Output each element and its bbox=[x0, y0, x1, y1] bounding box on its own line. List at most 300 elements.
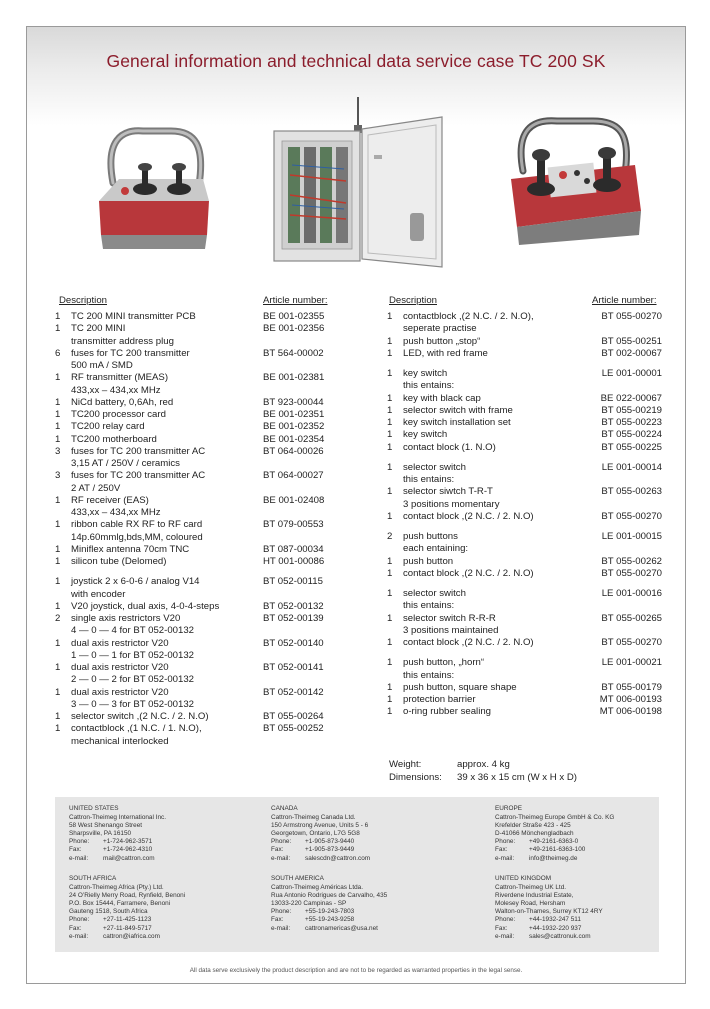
contact-value: +1-905-873-9440 bbox=[305, 838, 355, 846]
quantity-cell: 1 bbox=[387, 461, 393, 473]
parts-table-left bbox=[55, 295, 335, 748]
address-line: 150 Armstrong Avenue, Units 5 - 6 bbox=[271, 822, 369, 830]
description-cell: contact block ,(2 N.C. / 2. N.O) bbox=[403, 510, 534, 522]
table-body bbox=[387, 311, 662, 719]
column-header-description: Description bbox=[59, 295, 107, 306]
table-body bbox=[55, 311, 335, 748]
description-cell: V20 joystick, dual axis, 4-0-4-steps bbox=[71, 600, 220, 612]
table-row bbox=[387, 368, 662, 380]
dimensions-value: 39 x 36 x 15 cm (W x H x D) bbox=[457, 771, 577, 783]
contact-line bbox=[69, 933, 185, 941]
address-line: Gauteng 1518, South Africa bbox=[69, 908, 148, 916]
description-cell: TC 200 MINI transmitter PCB bbox=[71, 311, 196, 322]
contact-value: +1-905-873-9449 bbox=[305, 846, 355, 854]
table-row bbox=[387, 556, 662, 568]
article-number-cell: BT 923-00044 bbox=[263, 396, 324, 408]
description-cell: TC200 motherboard bbox=[71, 433, 157, 445]
email-link[interactable]: mail@cattron.com bbox=[103, 854, 155, 862]
article-number-cell: BT 052-00115 bbox=[263, 576, 323, 588]
description-cell: Miniflex antenna 70cm TNC bbox=[71, 543, 190, 555]
table-header bbox=[55, 295, 335, 311]
table-row bbox=[55, 495, 335, 507]
table-row bbox=[387, 393, 662, 405]
quantity-cell: 1 bbox=[55, 556, 61, 567]
contact-label: e-mail: bbox=[495, 932, 515, 940]
article-number-cell: BT 055-00270 bbox=[601, 311, 662, 322]
description-cell: RF receiver (EAS) bbox=[71, 494, 149, 506]
contact-line bbox=[271, 854, 371, 863]
article-number-cell: BT 055-00225 bbox=[601, 441, 662, 453]
contact-label: e-mail: bbox=[271, 854, 291, 862]
contact-label: Phone: bbox=[495, 838, 516, 846]
article-number-cell: MT 006-00198 bbox=[599, 706, 662, 718]
table-row bbox=[55, 674, 335, 686]
quantity-cell: 1 bbox=[55, 637, 61, 649]
contact-value: +55-19-243-9258 bbox=[305, 916, 355, 924]
article-number-cell: BT 052-00132 bbox=[263, 600, 324, 612]
quantity-cell: 1 bbox=[55, 662, 61, 673]
quantity-cell: 1 bbox=[387, 441, 393, 453]
dimensions-label: Dimensions: bbox=[389, 771, 442, 783]
address-line: Cattron-Theimeg Europe GmbH & Co. KG bbox=[495, 814, 615, 822]
quantity-cell: 1 bbox=[387, 510, 393, 522]
contact-value: +49-2161-6363-100 bbox=[529, 846, 586, 854]
table-row bbox=[55, 519, 335, 531]
column-header-article: Article number: bbox=[592, 295, 657, 306]
description-cell: push button, square shape bbox=[403, 681, 517, 693]
contact-label: Fax: bbox=[495, 846, 508, 854]
address-line: Cattron-Theimeg UK Ltd. bbox=[495, 884, 567, 892]
description-cell: 4 — 0 — 4 for BT 052-00132 bbox=[71, 625, 195, 637]
description-cell: ribbon cable RX RF to RF card bbox=[71, 519, 203, 531]
contact-label: e-mail: bbox=[271, 924, 291, 932]
quantity-cell: 1 bbox=[387, 694, 393, 705]
description-cell: 433,xx – 434,xx MHz bbox=[71, 507, 161, 518]
article-number-cell: LE 001-00001 bbox=[601, 368, 662, 379]
article-number-cell: BT 052-00140 bbox=[263, 637, 324, 649]
table-row bbox=[387, 311, 662, 323]
description-cell: dual axis restrictor V20 bbox=[71, 686, 169, 698]
table-row bbox=[387, 613, 662, 625]
quantity-cell: 1 bbox=[55, 576, 61, 588]
description-cell: key switch bbox=[403, 368, 448, 379]
contact-line bbox=[271, 925, 387, 933]
article-number-cell: BE 022-00067 bbox=[600, 392, 662, 404]
table-row bbox=[55, 409, 335, 421]
description-cell: push buttons bbox=[403, 531, 458, 542]
parts-table-right bbox=[387, 295, 662, 719]
article-number-cell: BT 064-00027 bbox=[263, 470, 324, 482]
contact-label: Fax: bbox=[271, 916, 284, 924]
quantity-cell: 1 bbox=[387, 335, 393, 347]
contact-line bbox=[69, 925, 185, 933]
table-row bbox=[387, 543, 662, 555]
contact-label: Fax: bbox=[495, 924, 508, 932]
description-cell: 3 positions momentary bbox=[403, 498, 500, 510]
table-header bbox=[387, 295, 662, 311]
table-row bbox=[387, 417, 662, 429]
quantity-cell: 1 bbox=[387, 555, 393, 567]
column-header-description: Description bbox=[389, 295, 437, 306]
description-cell: key with black cap bbox=[403, 392, 481, 404]
contact-label: Phone: bbox=[271, 838, 292, 846]
table-row bbox=[387, 568, 662, 580]
quantity-cell: 1 bbox=[55, 421, 61, 433]
quantity-cell: 1 bbox=[55, 372, 61, 384]
quantity-cell: 1 bbox=[55, 711, 61, 722]
description-cell: transmitter address plug bbox=[71, 335, 174, 347]
contact-label: e-mail: bbox=[69, 854, 89, 862]
table-row bbox=[55, 532, 335, 544]
address-footer bbox=[55, 797, 659, 952]
table-row bbox=[387, 694, 662, 706]
description-cell: with encoder bbox=[71, 588, 126, 600]
region-name: UNITED KINGDOM bbox=[495, 875, 552, 882]
article-number-cell: LE 001-00014 bbox=[601, 461, 662, 473]
contact-line bbox=[495, 846, 614, 854]
table-row bbox=[55, 589, 335, 601]
quantity-cell: 1 bbox=[55, 686, 61, 698]
table-row bbox=[55, 483, 335, 495]
address-block bbox=[495, 875, 603, 941]
description-cell: protection barrier bbox=[403, 694, 476, 705]
description-cell: selector switch R-R-R bbox=[403, 612, 496, 624]
table-row bbox=[387, 380, 662, 392]
quantity-cell: 1 bbox=[387, 588, 393, 599]
table-row bbox=[387, 657, 662, 669]
contact-value: +27-11-425-1123 bbox=[103, 916, 152, 924]
contact-value: +27-11-849-5717 bbox=[103, 924, 152, 932]
article-number-cell: BT 055-00223 bbox=[601, 417, 662, 428]
description-cell: this entains: bbox=[403, 380, 455, 392]
description-cell: TC200 relay card bbox=[71, 421, 145, 433]
description-cell: key switch bbox=[403, 429, 448, 441]
article-number-cell: BT 052-00139 bbox=[263, 613, 324, 624]
description-cell: each entaining: bbox=[403, 543, 469, 555]
quantity-cell: 1 bbox=[387, 404, 393, 416]
table-row bbox=[55, 601, 335, 613]
contact-value: +55-19-243-7803 bbox=[305, 908, 355, 916]
description-cell: seperate practise bbox=[403, 323, 477, 335]
description-cell: 3 — 0 — 3 for BT 052-00132 bbox=[71, 698, 195, 710]
table-row bbox=[55, 723, 335, 735]
quantity-cell: 2 bbox=[55, 613, 61, 624]
table-row bbox=[387, 588, 662, 600]
article-number-cell: BT 055-00262 bbox=[601, 555, 662, 567]
contact-label: Phone: bbox=[271, 908, 292, 916]
contact-line bbox=[69, 916, 185, 924]
article-number-cell: BT 055-00270 bbox=[601, 637, 662, 648]
table-row bbox=[55, 576, 335, 588]
description-cell: this entains: bbox=[403, 669, 455, 681]
contact-value: +1-724-962-3571 bbox=[103, 838, 153, 846]
address-line: D-41066 Mönchengladbach bbox=[495, 830, 574, 838]
quantity-cell: 1 bbox=[387, 706, 393, 718]
transmitter-mini-image bbox=[91, 123, 215, 253]
description-cell: silicon tube (Delomed) bbox=[71, 556, 167, 567]
table-row bbox=[387, 348, 662, 360]
description-cell: 3,15 AT / 250V / ceramics bbox=[71, 458, 180, 469]
contact-line bbox=[271, 908, 387, 916]
quantity-cell: 1 bbox=[55, 396, 61, 408]
article-number-cell: BE 001-02355 bbox=[263, 311, 325, 322]
address-line: 58 West Shenango Street bbox=[69, 822, 143, 830]
description-cell: this entains: bbox=[403, 474, 455, 485]
weight-label: Weight: bbox=[389, 759, 422, 770]
page-frame bbox=[26, 26, 686, 984]
table-row bbox=[55, 556, 335, 568]
address-line: Riverdene Industrial Estate, bbox=[495, 892, 574, 900]
article-number-cell: BT 055-00251 bbox=[601, 335, 662, 347]
table-row bbox=[55, 372, 335, 384]
contact-label: Phone: bbox=[69, 916, 90, 924]
description-cell: fuses for TC 200 transmitter AC bbox=[71, 470, 206, 482]
quantity-cell: 1 bbox=[387, 392, 393, 404]
quantity-cell: 1 bbox=[55, 323, 61, 335]
table-row bbox=[55, 613, 335, 625]
article-number-cell: BE 001-02408 bbox=[263, 494, 325, 506]
table-row bbox=[55, 421, 335, 433]
description-cell: selector switch bbox=[403, 588, 466, 599]
article-number-cell: BT 055-00219 bbox=[601, 404, 662, 416]
address-block bbox=[271, 805, 371, 863]
table-row bbox=[387, 442, 662, 454]
email-link[interactable]: salescdn@cattron.com bbox=[305, 854, 371, 862]
address-line: Cattron-Theimeg Africa (Pty.) Ltd. bbox=[69, 884, 164, 892]
address-block bbox=[69, 875, 185, 941]
contact-line bbox=[495, 925, 603, 933]
quantity-cell: 1 bbox=[387, 429, 393, 441]
quantity-cell: 1 bbox=[55, 723, 61, 735]
article-number-cell: BT 055-00264 bbox=[263, 711, 324, 722]
table-row bbox=[387, 637, 662, 649]
table-row bbox=[387, 323, 662, 335]
quantity-cell: 1 bbox=[55, 409, 61, 420]
table-row bbox=[387, 625, 662, 637]
address-line: Krefelder Straße 423 - 425 bbox=[495, 822, 571, 830]
table-row bbox=[387, 706, 662, 718]
article-number-cell: BE 001-02356 bbox=[263, 323, 325, 335]
table-row bbox=[55, 385, 335, 397]
contact-line bbox=[271, 916, 387, 924]
page-title: General information and technical data service case TC 200 SK bbox=[106, 51, 606, 71]
table-row bbox=[387, 511, 662, 523]
description-cell: contact block ,(2 N.C. / 2. N.O) bbox=[403, 637, 534, 648]
description-cell: selector switch bbox=[403, 461, 466, 473]
address-block bbox=[495, 805, 614, 863]
quantity-cell: 6 bbox=[55, 347, 61, 359]
description-cell: LED, with red frame bbox=[403, 347, 488, 359]
table-row bbox=[55, 638, 335, 650]
article-number-cell: BT 055-00270 bbox=[601, 510, 662, 522]
table-row bbox=[387, 336, 662, 348]
description-cell: fuses for TC 200 transmitter bbox=[71, 347, 190, 359]
region-name: EUROPE bbox=[495, 805, 522, 812]
table-row bbox=[55, 446, 335, 458]
address-block bbox=[271, 875, 387, 933]
table-row bbox=[55, 507, 335, 519]
article-number-cell: LE 001-00015 bbox=[601, 531, 662, 542]
article-number-cell: BT 055-00224 bbox=[601, 429, 662, 441]
article-number-cell: BT 564-00002 bbox=[263, 347, 324, 359]
address-line: Cattron-Theimeg Américas Ltda. bbox=[271, 884, 363, 892]
quantity-cell: 1 bbox=[387, 612, 393, 624]
email-link[interactable]: cattron@iafrica.com bbox=[103, 932, 160, 940]
address-line: 13033-220 Campinas - SP bbox=[271, 900, 347, 908]
region-name: SOUTH AMERICA bbox=[271, 875, 324, 882]
table-row bbox=[55, 687, 335, 699]
quantity-cell: 1 bbox=[387, 657, 393, 669]
quantity-cell: 1 bbox=[387, 368, 393, 379]
quantity-cell: 1 bbox=[55, 519, 61, 531]
contact-line bbox=[271, 846, 368, 854]
table-row bbox=[55, 736, 335, 748]
address-line: P.O. Box 15444, Farramere, Benoni bbox=[69, 900, 171, 908]
article-number-cell: BT 055-00252 bbox=[263, 723, 324, 735]
description-cell: NiCd battery, 0,6Ah, red bbox=[71, 396, 174, 408]
description-cell: 1 — 0 — 1 for BT 052-00132 bbox=[71, 649, 195, 661]
contact-label: Fax: bbox=[69, 924, 82, 932]
description-cell: 500 mA / SMD bbox=[71, 360, 133, 371]
address-line: Georgetown, Ontario, L7G 5G8 bbox=[271, 830, 360, 838]
table-row bbox=[387, 405, 662, 417]
table-row bbox=[387, 429, 662, 441]
table-row bbox=[55, 323, 335, 335]
description-cell: push button „stop“ bbox=[403, 335, 481, 347]
description-cell: contact block ,(2 N.C. / 2. N.O) bbox=[403, 567, 534, 579]
article-number-cell: LE 001-00021 bbox=[601, 657, 662, 669]
article-number-cell: BT 055-00263 bbox=[601, 486, 662, 498]
address-line: Molesey Road, Hersham bbox=[495, 900, 566, 908]
description-cell: mechanical interlocked bbox=[71, 735, 169, 747]
article-number-cell: LE 001-00016 bbox=[601, 588, 662, 599]
receiver-case-image bbox=[270, 95, 448, 273]
table-row bbox=[387, 670, 662, 682]
quantity-cell: 3 bbox=[55, 445, 61, 457]
table-row bbox=[387, 600, 662, 612]
table-row bbox=[387, 499, 662, 511]
article-number-cell: BT 087-00034 bbox=[263, 543, 324, 555]
description-cell: 3 positions maintained bbox=[403, 624, 499, 636]
description-cell: dual axis restrictor V20 bbox=[71, 637, 169, 649]
description-cell: contactblock ,(2 N.C. / 2. N.O), bbox=[403, 311, 534, 322]
contact-value: +1-724-962-4310 bbox=[103, 846, 153, 854]
quantity-cell: 1 bbox=[387, 417, 393, 428]
description-cell: key switch installation set bbox=[403, 417, 511, 428]
region-name: SOUTH AFRICA bbox=[69, 875, 117, 882]
email-link[interactable]: cattronamericas@usa.net bbox=[305, 924, 378, 932]
article-number-cell: BE 001-02351 bbox=[263, 409, 325, 420]
description-cell: TC 200 MINI bbox=[71, 323, 126, 335]
address-line: Cattron-Theimeg International Inc. bbox=[69, 814, 166, 822]
table-row bbox=[55, 470, 335, 482]
article-number-cell: HT 001-00086 bbox=[263, 556, 325, 567]
description-cell: 2 — 0 — 2 for BT 052-00132 bbox=[71, 674, 195, 686]
article-number-cell: BT 055-00270 bbox=[601, 567, 662, 579]
table-row bbox=[55, 311, 335, 323]
contact-label: e-mail: bbox=[69, 932, 89, 940]
region-name: CANADA bbox=[271, 805, 298, 812]
table-row bbox=[55, 699, 335, 711]
email-link[interactable]: sales@cattronuk.com bbox=[529, 932, 591, 940]
description-cell: joystick 2 x 6-0-6 / analog V14 bbox=[71, 576, 200, 588]
article-number-cell: BT 002-00067 bbox=[601, 347, 662, 359]
quantity-cell: 1 bbox=[387, 486, 393, 498]
quantity-cell: 1 bbox=[55, 494, 61, 506]
table-row bbox=[387, 486, 662, 498]
contact-label: e-mail: bbox=[495, 854, 515, 862]
description-cell: push button, „horn“ bbox=[403, 657, 485, 669]
quantity-cell: 1 bbox=[387, 681, 393, 693]
table-row bbox=[55, 650, 335, 662]
description-cell: contactblock ,(1 N.C. / 1. N.O), bbox=[71, 723, 202, 735]
table-row bbox=[55, 625, 335, 637]
contact-label: Phone: bbox=[495, 916, 516, 924]
description-cell: dual axis restrictor V20 bbox=[71, 662, 169, 673]
quantity-cell: 1 bbox=[387, 347, 393, 359]
address-line: 24 O’Rielly Merry Road, Rynfield, Benoni bbox=[69, 892, 186, 900]
quantity-cell: 1 bbox=[55, 311, 61, 322]
quantity-cell: 1 bbox=[55, 433, 61, 445]
contact-label: Phone: bbox=[69, 838, 90, 846]
description-cell: 433,xx – 434,xx MHz bbox=[71, 384, 161, 396]
table-row bbox=[55, 434, 335, 446]
article-number-cell: BT 055-00265 bbox=[601, 612, 662, 624]
article-number-cell: BE 001-02381 bbox=[263, 372, 325, 384]
quantity-cell: 1 bbox=[55, 543, 61, 555]
article-number-cell: BT 052-00141 bbox=[263, 662, 324, 673]
table-row bbox=[55, 544, 335, 556]
contact-value: +44-1932-247 511 bbox=[529, 916, 581, 924]
article-number-cell: BT 055-00179 bbox=[601, 681, 662, 693]
quantity-cell: 3 bbox=[55, 470, 61, 482]
disclaimer: All data serve exclusively the product description and are not to be regarded as warranted properties in the legal sense. bbox=[189, 967, 523, 974]
contact-line bbox=[69, 846, 166, 854]
article-number-cell: BE 001-02354 bbox=[263, 433, 325, 445]
quantity-cell: 1 bbox=[387, 311, 393, 322]
column-header-article: Article number: bbox=[263, 295, 328, 306]
address-line: Walton-on-Thames, Surrey KT12 4RY bbox=[495, 908, 603, 916]
contact-label: Fax: bbox=[271, 846, 284, 854]
table-row bbox=[387, 682, 662, 694]
table-row bbox=[55, 711, 335, 723]
address-line: Rua Antonio Rodrigues de Carvalho, 435 bbox=[271, 892, 388, 900]
description-cell: selector switch with frame bbox=[403, 404, 513, 416]
table-row bbox=[387, 531, 662, 543]
contact-value: +44-1932-220 937 bbox=[529, 924, 582, 932]
email-link[interactable]: info@theimeg.de bbox=[529, 854, 578, 862]
description-cell: contact block (1. N.O) bbox=[403, 441, 496, 453]
address-block bbox=[69, 805, 166, 863]
table-row bbox=[55, 348, 335, 360]
contact-line bbox=[495, 933, 603, 941]
description-cell: TC200 processor card bbox=[71, 409, 166, 420]
table-row bbox=[55, 360, 335, 372]
article-number-cell: BT 052-00142 bbox=[263, 686, 324, 698]
contact-line bbox=[69, 855, 166, 863]
article-number-cell: MT 006-00193 bbox=[599, 694, 662, 705]
quantity-cell: 1 bbox=[387, 567, 393, 579]
description-cell: fuses for TC 200 transmitter AC bbox=[71, 445, 206, 457]
address-line: Cattron-Theimeg Canada Ltd. bbox=[271, 814, 356, 822]
contact-label: Fax: bbox=[69, 846, 82, 854]
quantity-cell: 2 bbox=[387, 531, 393, 542]
contact-line bbox=[69, 838, 166, 846]
table-row bbox=[55, 662, 335, 674]
description-cell: RF transmitter (MEAS) bbox=[71, 372, 169, 384]
table-row bbox=[387, 462, 662, 474]
contact-value: +49-2161-6363-0 bbox=[529, 838, 579, 846]
